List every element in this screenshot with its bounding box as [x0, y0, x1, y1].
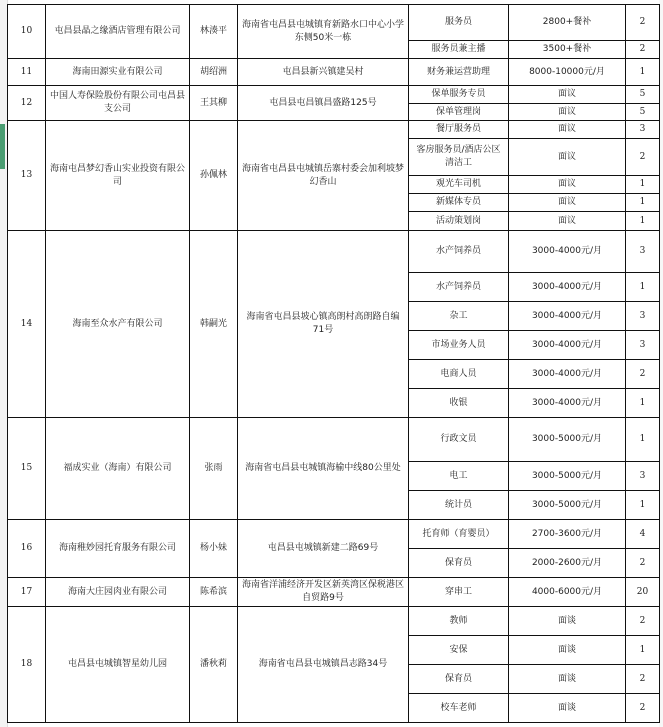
- table-row: [8, 86, 660, 104]
- company-number[interactable]: 10: [8, 5, 46, 59]
- company-name[interactable]: 海南稚妙园托育服务有限公司: [46, 520, 190, 578]
- company-number[interactable]: 18: [8, 607, 46, 723]
- job-title[interactable]: 客房服务员/酒店公区清洁工: [409, 139, 509, 176]
- job-headcount[interactable]: 5: [626, 104, 660, 121]
- job-salary[interactable]: 面议: [509, 194, 626, 212]
- table-row: [8, 121, 660, 139]
- job-listing-table: [7, 4, 660, 723]
- company-number[interactable]: 14: [8, 231, 46, 418]
- table-row: [8, 418, 660, 462]
- contact-person[interactable]: 张雨: [190, 418, 238, 520]
- company-number[interactable]: 13: [8, 121, 46, 231]
- job-headcount[interactable]: 3: [626, 331, 660, 360]
- job-headcount[interactable]: 3: [626, 231, 660, 273]
- job-title[interactable]: 穿串工: [409, 578, 509, 607]
- contact-person[interactable]: 孙佩林: [190, 121, 238, 231]
- job-title[interactable]: 新媒体专员: [409, 194, 509, 212]
- job-headcount[interactable]: 2: [626, 139, 660, 176]
- job-headcount[interactable]: 20: [626, 578, 660, 607]
- job-title[interactable]: 保单服务专员: [409, 86, 509, 104]
- table-bottom-border: [7, 722, 659, 723]
- company-number[interactable]: 11: [8, 59, 46, 86]
- company-name[interactable]: 福成实业（海南）有限公司: [46, 418, 190, 520]
- job-headcount[interactable]: 2: [626, 694, 660, 723]
- job-title[interactable]: 保单管理岗: [409, 104, 509, 121]
- contact-person[interactable]: 杨小妹: [190, 520, 238, 578]
- company-address[interactable]: 海南省屯昌县屯城镇海榆中线80公里处: [238, 418, 409, 520]
- job-title[interactable]: 行政文员: [409, 418, 509, 462]
- job-title[interactable]: 杂工: [409, 302, 509, 331]
- contact-person[interactable]: 王其柳: [190, 86, 238, 121]
- job-salary[interactable]: 3000-4000元/月: [509, 273, 626, 302]
- job-headcount[interactable]: 4: [626, 520, 660, 549]
- table-body: [8, 5, 660, 723]
- job-title[interactable]: 餐厅服务员: [409, 121, 509, 139]
- job-salary[interactable]: 面谈: [509, 665, 626, 694]
- job-headcount[interactable]: 2: [626, 5, 660, 41]
- job-headcount[interactable]: 1: [626, 491, 660, 520]
- job-headcount[interactable]: 1: [626, 59, 660, 86]
- company-number[interactable]: 12: [8, 86, 46, 121]
- contact-person[interactable]: 陈希滨: [190, 578, 238, 607]
- job-salary[interactable]: 3000-4000元/月: [509, 331, 626, 360]
- job-salary[interactable]: 面议: [509, 104, 626, 121]
- job-title[interactable]: 市场业务人员: [409, 331, 509, 360]
- company-name[interactable]: 海南大庄园肉业有限公司: [46, 578, 190, 607]
- job-salary[interactable]: 3000-4000元/月: [509, 231, 626, 273]
- job-salary[interactable]: 3000-5000元/月: [509, 491, 626, 520]
- table-row: [8, 231, 660, 273]
- job-title[interactable]: 安保: [409, 636, 509, 665]
- job-headcount[interactable]: 2: [626, 549, 660, 578]
- contact-person[interactable]: 潘秋莉: [190, 607, 238, 723]
- contact-person[interactable]: 胡绍洲: [190, 59, 238, 86]
- job-headcount[interactable]: 2: [626, 665, 660, 694]
- job-title[interactable]: 电工: [409, 462, 509, 491]
- job-headcount[interactable]: 1: [626, 389, 660, 418]
- table-row: [8, 520, 660, 549]
- job-salary[interactable]: 面谈: [509, 636, 626, 665]
- company-address[interactable]: 海南省屯昌县坡心镇高朗村高朗路自编71号: [238, 231, 409, 418]
- job-salary[interactable]: 面议: [509, 176, 626, 194]
- job-headcount[interactable]: 3: [626, 302, 660, 331]
- job-salary[interactable]: 面谈: [509, 694, 626, 723]
- contact-person[interactable]: 韩嗣光: [190, 231, 238, 418]
- job-salary[interactable]: 3000-4000元/月: [509, 389, 626, 418]
- job-salary[interactable]: 面谈: [509, 607, 626, 636]
- job-title[interactable]: 校车老师: [409, 694, 509, 723]
- company-number[interactable]: 15: [8, 418, 46, 520]
- job-salary[interactable]: 3000-5000元/月: [509, 418, 626, 462]
- job-salary[interactable]: 3000-5000元/月: [509, 462, 626, 491]
- job-salary[interactable]: 2800+餐补: [509, 5, 626, 41]
- table-row: [8, 59, 660, 86]
- company-name[interactable]: 中国人寿保险股份有限公司屯昌县支公司: [46, 86, 190, 121]
- job-headcount[interactable]: 5: [626, 86, 660, 104]
- job-headcount[interactable]: 1: [626, 176, 660, 194]
- job-headcount[interactable]: 2: [626, 607, 660, 636]
- job-salary[interactable]: 面议: [509, 212, 626, 231]
- selected-row-marker: [0, 124, 5, 169]
- job-salary[interactable]: 面议: [509, 139, 626, 176]
- company-address[interactable]: 海南省屯昌县屯城镇昌志路34号: [238, 607, 409, 723]
- job-salary[interactable]: 面议: [509, 86, 626, 104]
- company-number[interactable]: 16: [8, 520, 46, 578]
- job-headcount[interactable]: 2: [626, 41, 660, 59]
- job-headcount[interactable]: 1: [626, 212, 660, 231]
- job-title[interactable]: 教师: [409, 607, 509, 636]
- job-title[interactable]: 水产饲养员: [409, 231, 509, 273]
- job-headcount[interactable]: 3: [626, 121, 660, 139]
- company-name[interactable]: 屯昌县屯城镇智星幼儿园: [46, 607, 190, 723]
- job-title[interactable]: 保育员: [409, 549, 509, 578]
- job-salary[interactable]: 2000-2600元/月: [509, 549, 626, 578]
- job-title[interactable]: 统计员: [409, 491, 509, 520]
- contact-person[interactable]: 林湊平: [190, 5, 238, 59]
- company-name[interactable]: 屯昌县晶之缘酒店管理有限公司: [46, 5, 190, 59]
- job-salary[interactable]: 3000-4000元/月: [509, 302, 626, 331]
- company-name[interactable]: 海南至众水产有限公司: [46, 231, 190, 418]
- table-row: [8, 5, 660, 41]
- job-salary[interactable]: 8000-10000元/月: [509, 59, 626, 86]
- job-headcount[interactable]: 1: [626, 273, 660, 302]
- company-name[interactable]: 海南田源实业有限公司: [46, 59, 190, 86]
- job-title[interactable]: 收银: [409, 389, 509, 418]
- table-row: [8, 578, 660, 607]
- company-address[interactable]: 海南省屯昌县屯城镇岳寨村委会加利坡梦幻香山: [238, 121, 409, 231]
- job-title[interactable]: 服务员兼主播: [409, 41, 509, 59]
- job-title[interactable]: 财务兼运营助理: [409, 59, 509, 86]
- job-salary[interactable]: 2700-3600元/月: [509, 520, 626, 549]
- job-title[interactable]: 托育师（育婴员）: [409, 520, 509, 549]
- job-title[interactable]: 水产饲养员: [409, 273, 509, 302]
- table-row: [8, 607, 660, 636]
- job-salary[interactable]: 3000-4000元/月: [509, 360, 626, 389]
- job-headcount[interactable]: 1: [626, 418, 660, 462]
- job-title[interactable]: 观光车司机: [409, 176, 509, 194]
- company-address[interactable]: 屯昌县屯昌镇昌盛路125号: [238, 86, 409, 121]
- job-headcount[interactable]: 3: [626, 462, 660, 491]
- job-salary[interactable]: 4000-6000元/月: [509, 578, 626, 607]
- company-name[interactable]: 海南屯昌梦幻香山实业投资有限公司: [46, 121, 190, 231]
- job-salary[interactable]: 3500+餐补: [509, 41, 626, 59]
- company-address[interactable]: 海南省洋浦经济开发区新英湾区保税港区自贸路9号: [238, 578, 409, 607]
- job-title[interactable]: 电商人员: [409, 360, 509, 389]
- job-headcount[interactable]: 1: [626, 194, 660, 212]
- job-salary[interactable]: 面议: [509, 121, 626, 139]
- company-address[interactable]: 海南省屯昌县屯城镇育新路水口中心小学东侧50米一栋: [238, 5, 409, 59]
- company-number[interactable]: 17: [8, 578, 46, 607]
- job-title[interactable]: 保育员: [409, 665, 509, 694]
- job-headcount[interactable]: 1: [626, 636, 660, 665]
- job-title[interactable]: 服务员: [409, 5, 509, 41]
- company-address[interactable]: 屯昌县新兴镇建吴村: [238, 59, 409, 86]
- company-address[interactable]: 屯昌县屯城镇新建二路69号: [238, 520, 409, 578]
- job-title[interactable]: 活动策划岗: [409, 212, 509, 231]
- job-headcount[interactable]: 2: [626, 360, 660, 389]
